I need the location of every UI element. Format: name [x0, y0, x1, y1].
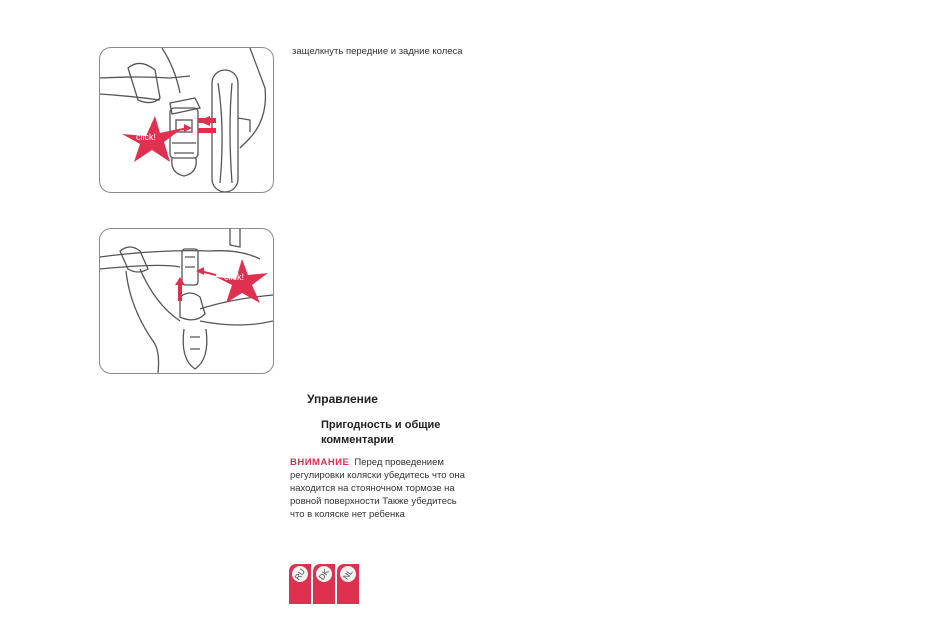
click-label: click!: [224, 272, 244, 282]
subsection-title: Пригодность и общие комментарии: [321, 419, 441, 446]
rear-wheel-attach-drawing: [100, 229, 273, 373]
language-tab-ru[interactable]: [289, 562, 311, 604]
warning-block: [290, 456, 470, 521]
language-tab-label: NL: [341, 567, 355, 582]
language-tab-nl[interactable]: [337, 562, 359, 604]
illustration-rear-wheel: [99, 228, 274, 374]
wheel-attach-drawing: [100, 48, 273, 192]
warning-text: Перед проведением регулировки коляски убедитесь что она находится на стояночном тормозе на ровной поверхности Также убедитесь что в коляске нет ребенка: [290, 457, 465, 520]
section-title: Управление: [307, 392, 378, 406]
warning-label: ВНИМАНИЕ: [290, 457, 350, 468]
language-tab-dk[interactable]: [313, 562, 335, 604]
language-tab-label: RU: [292, 567, 308, 582]
click-label: click!: [136, 132, 156, 142]
illustration-front-wheel: [99, 47, 274, 193]
instruction-text: защелкнуть передние и задние колеса: [292, 46, 463, 57]
language-tab-label: DK: [317, 567, 331, 582]
